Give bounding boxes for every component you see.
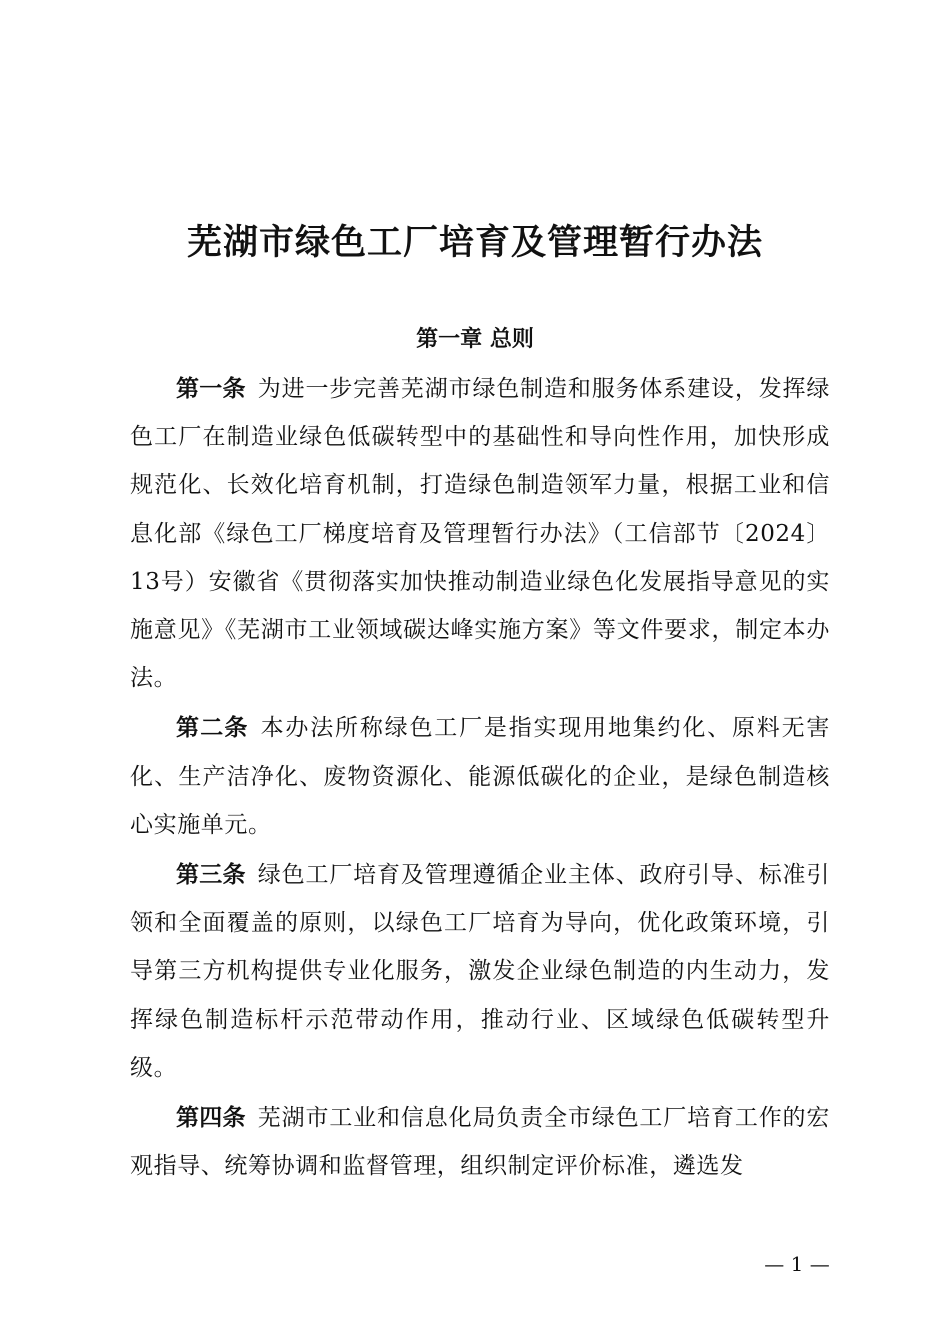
article-label: 第二条 bbox=[176, 715, 249, 742]
article-text: 本办法所称绿色工厂是指实现用地集约化、原料无害化、生产洁净化、废物资源化、能源低碳化的企业，是绿色制造核心实施单元。 bbox=[130, 715, 830, 838]
article-text: 为进一步完善芜湖市绿色制造和服务体系建设，发挥绿色工厂在制造业绿色低碳转型中的基础性和导向性作用，加快形成规范化、长效化培育机制，打造绿色制造领军力量，根据工业和信息化部《绿色工厂梯度培育及管理暂行办法》（工信部节〔2024〕13号）安徽省《贯彻落实加快推动制造业绿色化发展指导意见的实施意见》《芜湖市工业领域碳达峰实施方案》等文件要求，制定本办法。 bbox=[130, 376, 830, 692]
chapter-heading: 第一章 总则 bbox=[416, 327, 534, 352]
article-label: 第一条 bbox=[176, 376, 246, 402]
document-title: 芜湖市绿色工厂培育及管理暂行办法 bbox=[186, 222, 763, 263]
article-label: 第三条 bbox=[176, 862, 246, 889]
page-number: — 1 — bbox=[764, 1252, 830, 1276]
article-text: 芜湖市工业和信息化局负责全市绿色工厂培育工作的宏观指导、统筹协调和监督管理，组织制定评价标准，遴选发 bbox=[130, 1105, 830, 1180]
article-text: 绿色工厂培育及管理遵循企业主体、政府引导、标准引领和全面覆盖的原则，以绿色工厂培育为导向，优化政策环境，引导第三方机构提供专业化服务，激发企业绿色制造的内生动力，发挥绿色制造标杆示范带动作用，推动行业、区域绿色低碳转型升级。 bbox=[130, 862, 830, 1081]
article-3 bbox=[130, 851, 830, 1092]
article-1 bbox=[130, 365, 830, 702]
document-body bbox=[130, 365, 830, 1192]
article-label: 第四条 bbox=[176, 1105, 246, 1132]
article-2 bbox=[130, 704, 830, 849]
article-4 bbox=[130, 1094, 830, 1190]
